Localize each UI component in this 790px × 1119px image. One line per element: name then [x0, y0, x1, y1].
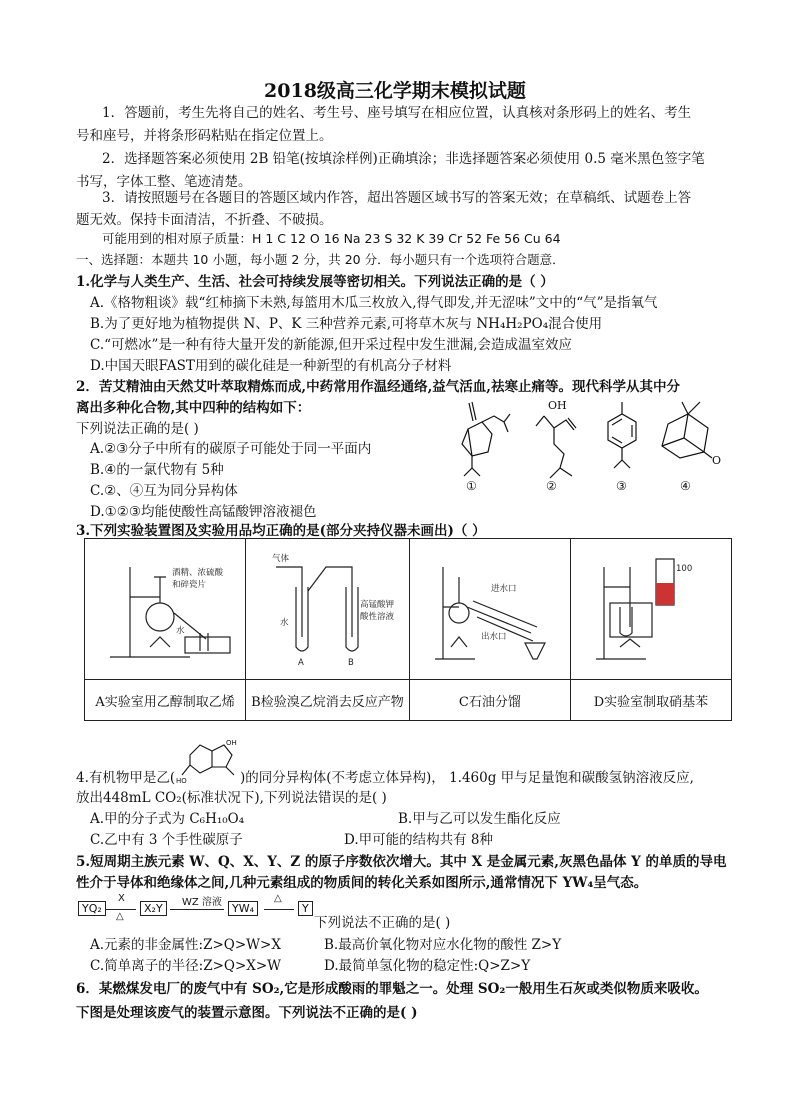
- structure-label-2: ②: [546, 479, 557, 493]
- q1-option-a: A.《格物粗谈》载“红柿摘下未熟,每篮用木瓜三枚放入,得气即发,并无涩味”文中的“气”是指氧气: [90, 295, 658, 311]
- q4-option-a: A.甲的分子式为 C₆H₁₀O₄: [90, 811, 245, 827]
- question-4-stem: 4.有机物甲是乙(: [76, 770, 176, 786]
- q2-option-d: D.①②③均能使酸性高锰酸钾溶液褪色: [90, 504, 317, 520]
- apparatus-b-label: 水: [280, 618, 289, 628]
- flow-node: YW₄: [228, 901, 258, 916]
- flow-node: Y: [298, 901, 313, 916]
- q4-option-b: B.甲与乙可以发生酯化反应: [398, 811, 561, 827]
- q4-oh-label: OH: [226, 739, 237, 747]
- apparatus-b-label: B: [348, 658, 355, 667]
- apparatus-a-label: 酒精、浓硫酸: [172, 568, 224, 578]
- apparatus-d-label: 100: [675, 564, 693, 574]
- instruction-line: 号和座号，并将条形码粘贴在指定位置上。: [76, 128, 333, 144]
- question-5-stem: 性介于导体和绝缘体之间,几种元素组成的物质间的转化关系如图所示,通常情况下 YW₄呈气态。: [76, 875, 648, 891]
- q2-structures-figure: [448, 394, 728, 494]
- q2-option-a: A.②③分子中所有的碳原子可能处于同一平面内: [90, 441, 372, 457]
- q4-option-c: C.乙中有 3 个手性碳原子: [90, 832, 243, 848]
- apparatus-d-figure: [576, 547, 726, 667]
- apparatus-c-label: 进水口: [490, 584, 517, 594]
- question-2-stem: 下列说法正确的是( ): [76, 421, 199, 437]
- svg-text:O: O: [712, 454, 722, 467]
- apparatus-b-label: A: [298, 658, 305, 667]
- q1-option-c: C.“可燃冰”是一种有待大量开发的新能源,但开采过程中发生泄漏,会造成温室效应: [90, 337, 573, 353]
- q4-option-d: D.甲可能的结构共有 8种: [344, 832, 494, 848]
- question-4-stem: )的同分异构体(不考虑立体异构)， 1.460g 甲与足量饱和碳酸氢钠溶液反应,: [240, 770, 694, 786]
- flow-reagent: X: [118, 893, 125, 904]
- q4-structure-figure: [176, 737, 246, 783]
- apparatus-c-figure: [415, 547, 565, 667]
- apparatus-a-label: 和碎瓷片: [172, 580, 207, 590]
- question-6-stem: 下图是处理该废气的装置示意图。下列说法不正确的是( ): [76, 1005, 418, 1021]
- apparatus-a-cell: [85, 539, 246, 680]
- caption-d: D实验室制取硝基苯: [570, 680, 731, 721]
- atomic-masses: 可能用到的相对原子质量：H 1 C 12 O 16 Na 23 S 32 K 39 Cr 52 Fe 56 Cu 64: [102, 231, 561, 246]
- question-4-stem: 放出448mL CO₂(标准状况下),下列说法错误的是( ): [76, 790, 387, 806]
- apparatus-c-label: 出水口: [480, 632, 507, 642]
- flow-arrow: [106, 909, 136, 910]
- instruction-line: 书写，字体工整、笔迹清楚。: [76, 174, 252, 190]
- q1-option-b: B.为了更好地为植物提供 N、P、K 三种营养元素,可将草木灰与 NH₄H₂PO₄混合使用: [90, 316, 603, 332]
- instruction-line: 1．答题前，考生先将自己的姓名、考生号、座号填写在相应位置，认真核对条形码上的姓名、考生: [102, 105, 692, 121]
- structure-label-1: ①: [466, 479, 477, 493]
- caption-c: C石油分馏: [409, 680, 570, 721]
- instruction-line: 2．选择题答案必须使用 2B 铅笔(按填涂样例)正确填涂；非选择题答案必须使用 0.5 毫米黑色签字笔: [102, 151, 705, 167]
- apparatus-c-cell: [409, 539, 570, 680]
- instruction-line: 3．请按照题号在各题目的答题区域内作答，超出答题区域书写的答案无效；在草稿纸、试题卷上答: [102, 190, 692, 206]
- q5-reaction-flow: [78, 893, 318, 927]
- question-6-stem: 6．某燃煤发电厂的废气中有 SO₂,它是形成酸雨的罪魁之一。处理 SO₂一般用生石灰或类似物质来吸收。: [76, 981, 708, 997]
- flow-arrow: [170, 909, 224, 910]
- apparatus-a-label: 水: [176, 626, 185, 636]
- flow-condition: △: [116, 911, 124, 922]
- flow-node: YQ₂: [78, 901, 106, 916]
- flow-condition: △: [274, 893, 282, 904]
- caption-b: B检验溴乙烷消去反应产物: [246, 680, 410, 721]
- question-3-stem: 3.下列实验装置图及实验用品均正确的是(部分夹持仪器未画出)（ ）: [76, 523, 486, 539]
- q4-ho-label: HO: [176, 777, 187, 783]
- structure-label-3: ③: [616, 479, 627, 493]
- q5-option-a: A.元素的非金属性:Z>Q>W>X: [90, 937, 281, 953]
- q5-option-c: C.简单离子的半径:Z>Q>X>W: [90, 958, 282, 974]
- apparatus-b-label: 气体: [272, 554, 290, 564]
- q2-option-c: C.②、④互为同分异构体: [90, 483, 238, 499]
- apparatus-b-figure: [252, 547, 402, 667]
- flow-reagent: WZ 溶液: [182, 897, 222, 908]
- q1-option-d: D.中国天眼FAST用到的碳化硅是一种新型的有机高分子材料: [90, 358, 452, 374]
- instruction-line: 题无效。保持卡面清洁，不折叠、不破损。: [76, 212, 333, 228]
- q5-option-d: D.最简单氢化物的稳定性:Q>Z>Y: [324, 958, 531, 974]
- caption-a: A实验室用乙醇制取乙烯: [85, 680, 246, 721]
- q3-apparatus-table: [84, 538, 732, 721]
- question-5-stem: 5.短周期主族元素 W、Q、X、Y、Z 的原子序数依次增大。其中 X 是金属元素,灰黑色晶体 Y 的单质的导电: [76, 854, 727, 870]
- question-2-stem: 2．苦艾精油由天然艾叶萃取精炼而成,中药常用作温经通络,益气活血,祛寒止痛等。现代科学从其中分: [76, 379, 680, 395]
- question-2-stem: 离出多种化合物,其中四种的结构如下：: [76, 400, 311, 416]
- flow-node: X₂Y: [140, 901, 167, 916]
- q2-option-b: B.④的一氯代物有 5种: [90, 462, 224, 478]
- flow-arrow: [264, 909, 294, 910]
- question-1-stem: 1.化学与人类生产、生活、社会可持续发展等密切相关。下列说法正确的是（ ）: [76, 274, 554, 290]
- apparatus-a-figure: [90, 547, 240, 667]
- question-5-stem: 下列说法不正确的是( ): [314, 915, 451, 931]
- svg-text:OH: OH: [548, 399, 567, 412]
- apparatus-d-cell: [570, 539, 731, 680]
- apparatus-b-cell: [246, 539, 410, 680]
- apparatus-b-label: 高锰酸钾: [360, 600, 395, 610]
- apparatus-b-label: 酸性溶液: [360, 612, 395, 622]
- page-title: 2018级高三化学期末模拟试题: [264, 80, 526, 102]
- q5-option-b: B.最高价氧化物对应水化物的酸性 Z>Y: [324, 937, 562, 953]
- structure-label-4: ④: [680, 479, 691, 493]
- section-heading: 一、选择题：本题共 10 小题，每小题 2 分，共 20 分．每小题只有一个选项符合题意．: [76, 252, 565, 267]
